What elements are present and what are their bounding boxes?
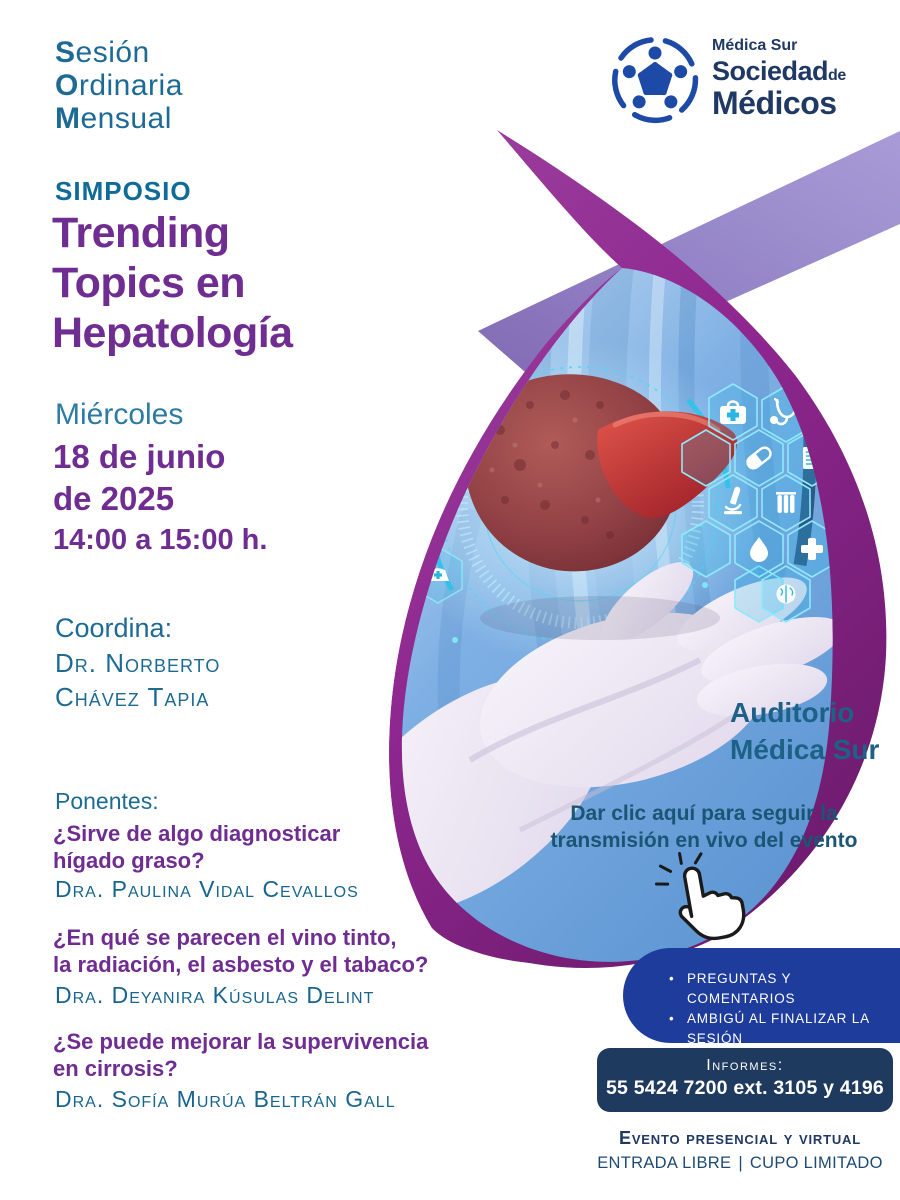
footer-modality: Evento presencial y virtual	[619, 1128, 861, 1148]
event-title	[52, 208, 293, 358]
footer-block	[590, 1128, 890, 1173]
session-initial: S	[55, 36, 76, 69]
talk-question-line: ¿En qué se parecen el vino tinto,	[53, 925, 397, 950]
event-title-line: Trending	[52, 209, 230, 257]
footer-admission	[590, 1154, 890, 1173]
session-rest: rdinaria	[78, 69, 183, 102]
event-day: Miércoles	[55, 398, 184, 431]
coordinator-label: Coordina:	[55, 613, 173, 643]
talk-question-line: en cirrosis?	[53, 1056, 178, 1081]
live-stream-link[interactable]	[520, 800, 888, 854]
microscope-icon	[389, 481, 405, 507]
session-initial: O	[55, 69, 79, 102]
brain-icon	[777, 585, 796, 604]
event-title-line: Hepatología	[52, 309, 293, 357]
session-notes-box	[623, 948, 900, 1046]
event-time: 14:00 a 15:00 h.	[53, 524, 268, 556]
stream-line: Dar clic aquí para seguir la	[570, 802, 838, 825]
talk-question	[53, 924, 428, 978]
session-word	[55, 102, 183, 135]
note-item: • AMBIGÚ AL FINALIZAR LA SESIÓN	[667, 1009, 882, 1049]
footer-separator: |	[738, 1154, 743, 1172]
event-datetime	[53, 436, 267, 560]
medica-sur-emblem-icon	[606, 35, 706, 132]
session-notes-list	[667, 969, 900, 1049]
coordinator-name: Chávez Tapia	[55, 682, 210, 712]
first-aid-kit-icon	[341, 569, 363, 589]
coordinator-name: Dr. Norberto	[55, 648, 221, 678]
contact-info-box	[597, 1048, 893, 1112]
session-initial: M	[55, 102, 81, 135]
talk-speaker: Dra. Paulina Vidal Cevallos	[55, 876, 359, 902]
talk-question-line: la radiación, el asbesto y el tabaco?	[53, 952, 429, 977]
stream-line: transmisión en vivo del evento	[550, 829, 858, 852]
footer-entry: ENTRADA LIBRE	[597, 1154, 732, 1172]
session-rest: ensual	[80, 102, 172, 135]
logo-society-suffix: de	[828, 67, 846, 84]
talk-question	[53, 1028, 428, 1082]
note-item: • PREGUNTAS Y COMENTARIOS	[667, 969, 882, 1009]
logo-society-main: Sociedad	[712, 56, 829, 86]
footer-capacity: CUPO LIMITADO	[749, 1154, 883, 1172]
session-type-heading	[55, 36, 183, 135]
logo-brand: Médica Sur	[712, 37, 798, 54]
session-word	[55, 69, 183, 102]
logo-society	[712, 58, 846, 85]
event-kicker: SIMPOSIO	[55, 176, 192, 206]
talk-question-line: ¿Se puede mejorar la supervivencia	[53, 1029, 429, 1054]
session-rest: esión	[75, 36, 150, 69]
talk-question	[53, 820, 340, 874]
venue-block	[730, 694, 879, 768]
event-title-line: Topics en	[52, 259, 246, 307]
venue-line: Médica Sur	[730, 734, 880, 765]
session-word	[55, 36, 183, 69]
talk-speaker: Dra. Sofía Murúa Beltrán Gall	[55, 1086, 396, 1112]
speakers-label: Ponentes:	[55, 788, 159, 814]
event-date-line1: 18 de junio	[53, 438, 226, 475]
event-date-line2: de 2025	[53, 480, 175, 517]
talk-question-line: ¿Sirve de algo diagnosticar	[53, 821, 341, 846]
talk-question-line: hígado graso?	[53, 848, 205, 873]
test-tubes-icon	[776, 492, 796, 513]
contact-phone: 55 5424 7200 ext. 3105 y 4196	[606, 1077, 884, 1099]
contact-label: Informes:	[706, 1057, 784, 1074]
heart-pulse-icon	[382, 543, 398, 559]
venue-line: Auditorio	[730, 697, 855, 728]
talk-speaker: Dra. Deyanira Kúsulas Delint	[55, 982, 375, 1008]
coordinator-block	[55, 610, 220, 714]
medica-sur-logo-text	[712, 38, 846, 119]
logo-medicos: Médicos	[712, 85, 837, 121]
